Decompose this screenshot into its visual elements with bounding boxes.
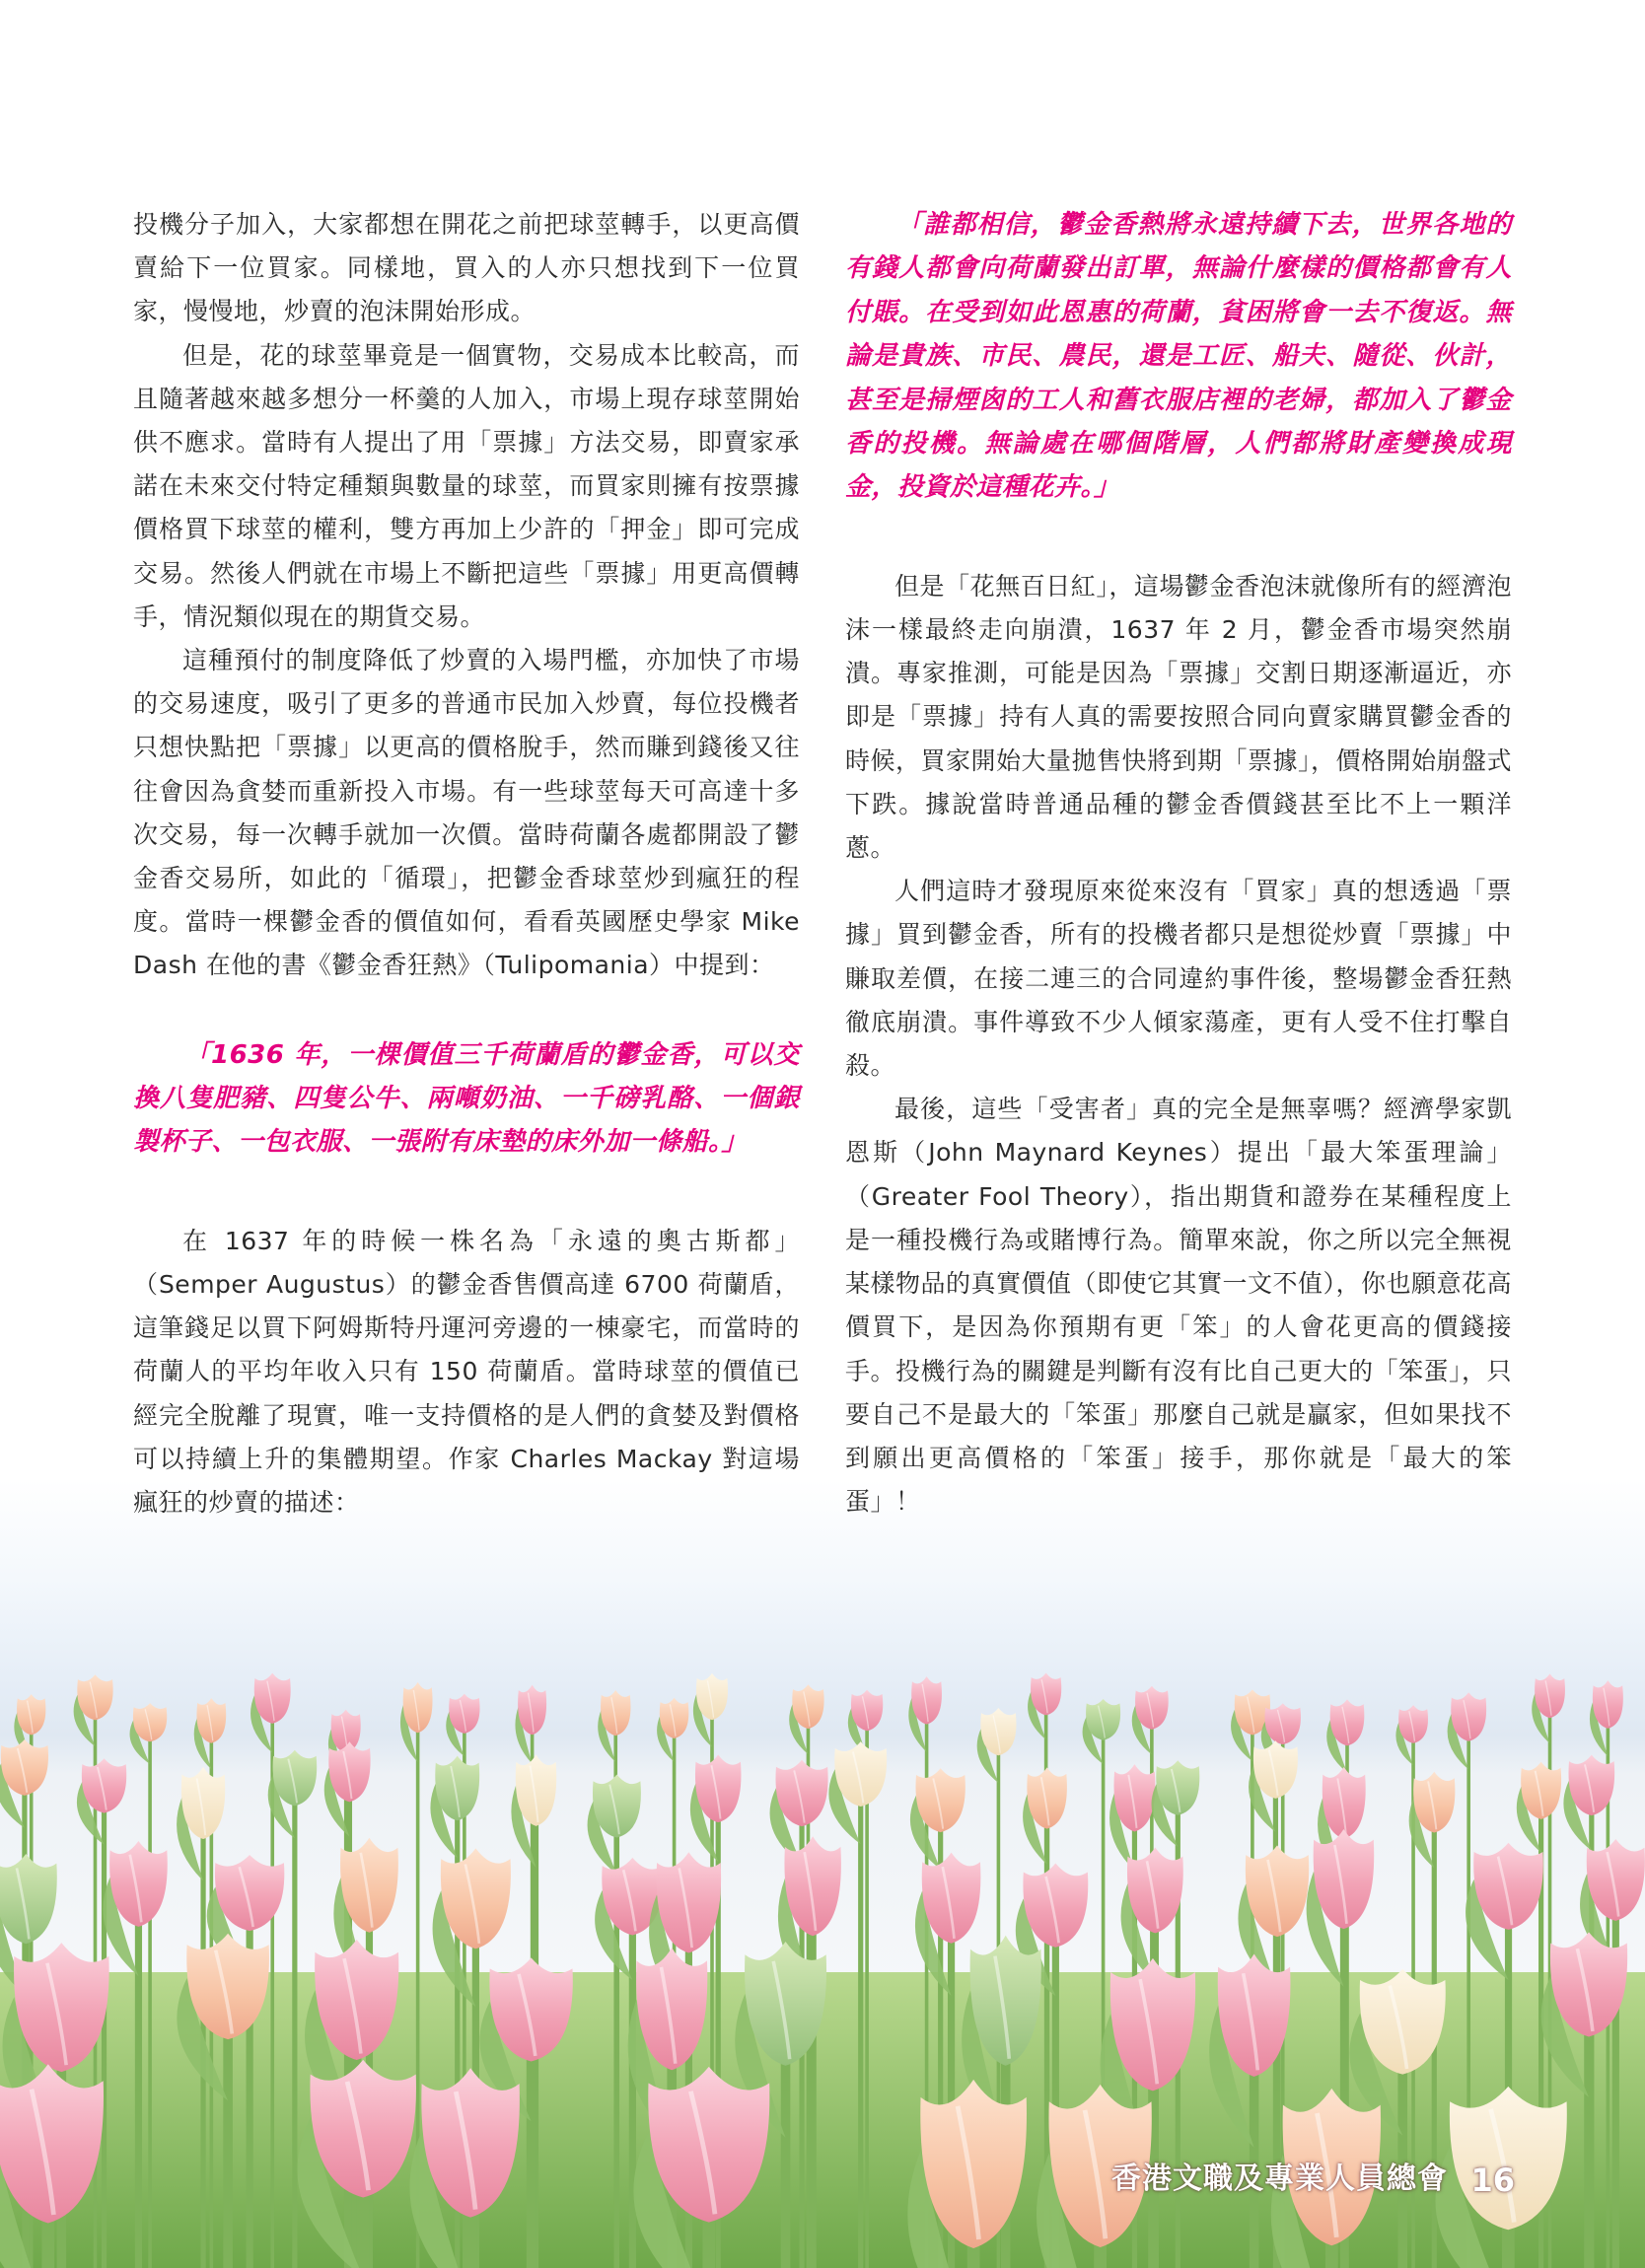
body-paragraph: 在 1637 年的時候一株名為「永遠的奧古斯都」（Semper Augustus）的鬱金香售價高達 6700 荷蘭盾，這筆錢足以買下阿姆斯特丹運河旁邊的一棟豪宅，而當時的荷蘭人的平均年收入只有 150 荷蘭盾。當時球莖的價值已經完全脫離了現實，唯一支持價格的是人們的貪婪及對價格可以持續上升的集體期望。作家 Charles Mackay 對這場瘋狂的炒賣的描述：: [133, 1226, 800, 1518]
body-paragraph: 這種預付的制度降低了炒賣的入場門檻，亦加快了市場的交易速度，吸引了更多的普通市民加入炒賣，每位投機者只想快點把「票據」以更高的價格脫手，然而賺到錢後又往往會因為貪婪而重新投入市場。有一些球莖每天可高達十多次交易，每一次轉手就加一次價。當時荷蘭各處都開設了鬱金香交易所，如此的「循環」，把鬱金香球莖炒到瘋狂的程度。當時一棵鬱金香的價值如何，看看英國歷史學家 Mike Dash 在他的書《鬱金香狂熱》（Tulipomania）中提到：: [133, 646, 800, 980]
pull-quote: 「誰都相信，鬱金香熱將永遠持續下去，世界各地的有錢人都會向荷蘭發出訂單，無論什麼樣的價格都會有人付賬。在受到如此恩惠的荷蘭，貧困將會一去不復返。無論是貴族、市民、農民，還是工匠、船夫、隨從、伙計，甚至是掃煙囪的工人和舊衣服店裡的老婦，都加入了鬱金香的投機。無論處在哪個階層，人們都將財產變換成現金，投資於這種花卉。」: [845, 210, 1512, 503]
left-column: [133, 203, 800, 1524]
spacer: [133, 988, 800, 1033]
body-paragraph: 投機分子加入，大家都想在開花之前把球莖轉手，以更高價賣給下一位買家。同樣地，買入的人亦只想找到下一位買家，慢慢地，炒賣的泡沫開始形成。: [133, 210, 800, 326]
spacer: [845, 510, 1512, 565]
page-number: 16: [1470, 2162, 1515, 2199]
body-paragraph: 最後，這些「受害者」真的完全是無辜嗎？經濟學家凱恩斯（John Maynard Keynes）提出「最大笨蛋理論」（Greater Fool Theory），指出期貨和證券在某種程度上是一種投機行為或賭博行為。簡單來說，你之所以完全無視某樣物品的真實價值（即使它其實一文不值），你也願意花高價買下，是因為你預期有更「笨」的人會花更高的價錢接手。投機行為的關鍵是判斷有沒有比自己更大的「笨蛋」，只要自己不是最大的「笨蛋」那麼自己就是贏家，但如果找不到願出更高價格的「笨蛋」接手，那你就是「最大的笨蛋」！: [845, 1095, 1513, 1517]
footer-organization: 香港文職及專業人員總會: [1111, 2162, 1448, 2196]
spacer: [133, 1165, 800, 1220]
body-paragraph: 但是「花無百日紅」，這場鬱金香泡沫就像所有的經濟泡沫一樣最終走向崩潰，1637 年 2 月，鬱金香市場突然崩潰。專家推測，可能是因為「票據」交割日期逐漸逼近，亦即是「票據」持有人真的需要按照合同向賣家購買鬱金香的時候，買家開始大量拋售快將到期「票據」，價格開始崩盤式下跌。據說當時普通品種的鬱金香價錢甚至比不上一顆洋蔥。: [845, 571, 1513, 863]
pull-quote: 「1636 年，一棵價值三千荷蘭盾的鬱金香，可以交換八隻肥豬、四隻公牛、兩噸奶油、一千磅乳酪、一個銀製杯子、一包衣服、一張附有床墊的床外加一條船。」: [133, 1039, 800, 1158]
body-paragraph: 人們這時才發現原來從來沒有「買家」真的想透過「票據」買到鬱金香，所有的投機者都只是想從炒賣「票據」中賺取差價，在接二連三的合同違約事件後，整場鬱金香狂熱徹底崩潰。事件導致不少人傾家蕩產，更有人受不住打擊自殺。: [845, 877, 1512, 1081]
body-paragraph: 但是，花的球莖畢竟是一個實物，交易成本比較高，而且隨著越來越多想分一杯羹的人加入，市場上現存球莖開始供不應求。當時有人提出了用「票據」方法交易，即賣家承諾在未來交付特定種類與數量的球莖，而買家則擁有按票據價格買下球莖的權利，雙方再加上少許的「押金」即可完成交易。然後人們就在市場上不斷把這些「票據」用更高價轉手，情況類似現在的期貨交易。: [133, 340, 800, 631]
right-column: [845, 203, 1512, 1524]
